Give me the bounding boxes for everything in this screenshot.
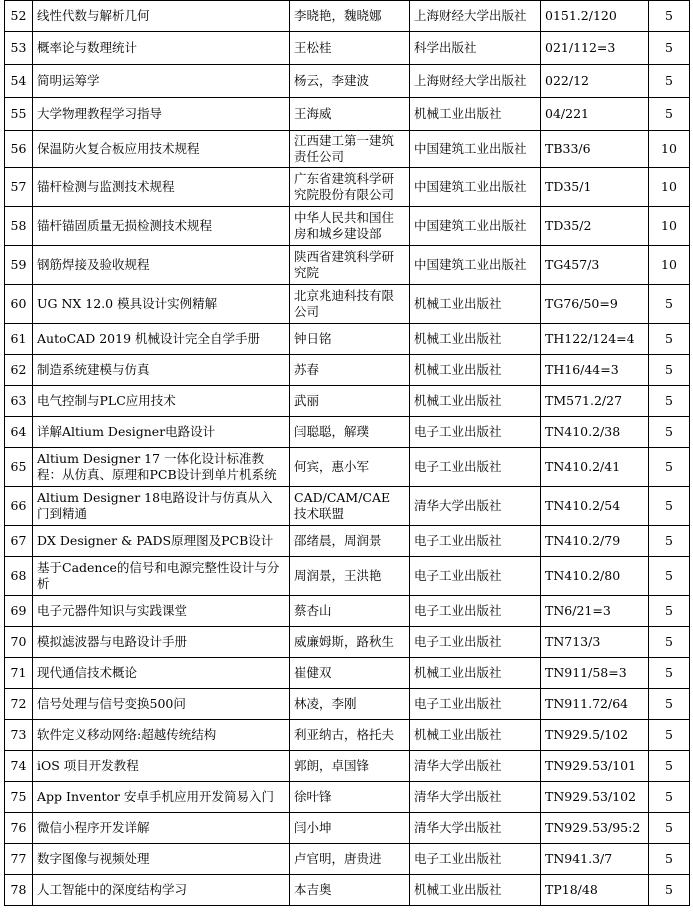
book-publisher: 机械工业出版社 — [410, 875, 541, 906]
book-author: 林凌，李刚 — [290, 689, 410, 720]
book-author: 崔健双 — [290, 658, 410, 689]
book-title: 信号处理与信号变换500问 — [33, 689, 290, 720]
book-author: CAD/CAM/CAE 技术联盟 — [290, 487, 410, 526]
copy-count: 5 — [649, 844, 690, 875]
book-publisher: 电子工业出版社 — [410, 627, 541, 658]
call-number: TH16/44=3 — [541, 355, 649, 386]
book-author: 陕西省建筑科学研究院 — [290, 246, 410, 285]
row-number: 78 — [5, 875, 33, 906]
book-title: 保温防火复合板应用技术规程 — [33, 131, 290, 168]
book-title: AutoCAD 2019 机械设计完全自学手册 — [33, 324, 290, 355]
row-number: 60 — [5, 285, 33, 324]
book-author: 王松桂 — [290, 32, 410, 65]
book-title: 人工智能中的深度结构学习 — [33, 875, 290, 906]
row-number: 75 — [5, 782, 33, 813]
book-publisher: 上海财经大学出版社 — [410, 65, 541, 98]
book-author: 王海威 — [290, 98, 410, 131]
book-publisher: 清华大学出版社 — [410, 782, 541, 813]
book-title: 大学物理教程学习指导 — [33, 98, 290, 131]
book-publisher: 上海财经大学出版社 — [410, 1, 541, 32]
copy-count: 5 — [649, 526, 690, 557]
table-row — [5, 782, 690, 813]
book-title: 制造系统建模与仿真 — [33, 355, 290, 386]
copy-count: 5 — [649, 386, 690, 417]
table-row — [5, 720, 690, 751]
call-number: TN410.2/38 — [541, 417, 649, 448]
book-author: 威廉姆斯，路秋生 — [290, 627, 410, 658]
call-number: TN911.72/64 — [541, 689, 649, 720]
table-row — [5, 627, 690, 658]
book-title: 数字图像与视频处理 — [33, 844, 290, 875]
book-author: 苏春 — [290, 355, 410, 386]
table-row — [5, 98, 690, 131]
book-title: 基于Cadence的信号和电源完整性设计与分析 — [33, 557, 290, 596]
book-author: 郭朗，卓国锋 — [290, 751, 410, 782]
row-number: 61 — [5, 324, 33, 355]
copy-count: 10 — [649, 131, 690, 168]
call-number: TD35/2 — [541, 207, 649, 246]
call-number: TM571.2/27 — [541, 386, 649, 417]
copy-count: 5 — [649, 487, 690, 526]
book-publisher: 电子工业出版社 — [410, 448, 541, 487]
copy-count: 5 — [649, 875, 690, 906]
book-publisher: 机械工业出版社 — [410, 98, 541, 131]
table-row — [5, 526, 690, 557]
book-title: 锚杆检测与监测技术规程 — [33, 168, 290, 207]
copy-count: 5 — [649, 355, 690, 386]
row-number: 57 — [5, 168, 33, 207]
row-number: 55 — [5, 98, 33, 131]
row-number: 63 — [5, 386, 33, 417]
copy-count: 10 — [649, 207, 690, 246]
copy-count: 5 — [649, 813, 690, 844]
copy-count: 5 — [649, 324, 690, 355]
book-title: Altium Designer 18电路设计与仿真从入门到精通 — [33, 487, 290, 526]
copy-count: 5 — [649, 1, 690, 32]
book-title: 电气控制与PLC应用技术 — [33, 386, 290, 417]
table-row — [5, 32, 690, 65]
book-publisher: 机械工业出版社 — [410, 658, 541, 689]
call-number: TN941.3/7 — [541, 844, 649, 875]
row-number: 62 — [5, 355, 33, 386]
copy-count: 5 — [649, 782, 690, 813]
book-author: 何宾，惠小军 — [290, 448, 410, 487]
row-number: 58 — [5, 207, 33, 246]
book-title: 详解Altium Designer电路设计 — [33, 417, 290, 448]
copy-count: 5 — [649, 32, 690, 65]
call-number: TP18/48 — [541, 875, 649, 906]
copy-count: 5 — [649, 689, 690, 720]
book-publisher: 中国建筑工业出版社 — [410, 246, 541, 285]
table-row — [5, 131, 690, 168]
book-publisher: 机械工业出版社 — [410, 355, 541, 386]
call-number: TN911/58=3 — [541, 658, 649, 689]
call-number: 0151.2/120 — [541, 1, 649, 32]
book-author: 北京兆迪科技有限公司 — [290, 285, 410, 324]
call-number: TD35/1 — [541, 168, 649, 207]
table-row — [5, 448, 690, 487]
book-title: DX Designer & PADS原理图及PCB设计 — [33, 526, 290, 557]
call-number: TH122/124=4 — [541, 324, 649, 355]
table-row — [5, 1, 690, 32]
book-list-body — [5, 1, 690, 906]
row-number: 72 — [5, 689, 33, 720]
table-row — [5, 324, 690, 355]
book-author: 钟日铭 — [290, 324, 410, 355]
book-author: 邵绪晨，周润景 — [290, 526, 410, 557]
book-author: 蔡杏山 — [290, 596, 410, 627]
book-author: 武丽 — [290, 386, 410, 417]
book-title: iOS 项目开发教程 — [33, 751, 290, 782]
copy-count: 5 — [649, 658, 690, 689]
row-number: 74 — [5, 751, 33, 782]
table-row — [5, 596, 690, 627]
row-number: 56 — [5, 131, 33, 168]
book-publisher: 清华大学出版社 — [410, 813, 541, 844]
table-row — [5, 658, 690, 689]
call-number: TN410.2/54 — [541, 487, 649, 526]
table-row — [5, 875, 690, 906]
book-title: 钢筋焊接及验收规程 — [33, 246, 290, 285]
copy-count: 5 — [649, 720, 690, 751]
book-publisher: 电子工业出版社 — [410, 557, 541, 596]
table-row — [5, 246, 690, 285]
call-number: 04/221 — [541, 98, 649, 131]
book-author: 中华人民共和国住房和城乡建设部 — [290, 207, 410, 246]
book-publisher: 电子工业出版社 — [410, 844, 541, 875]
copy-count: 5 — [649, 751, 690, 782]
book-title: 概率论与数理统计 — [33, 32, 290, 65]
copy-count: 5 — [649, 98, 690, 131]
book-publisher: 电子工业出版社 — [410, 596, 541, 627]
book-title: Altium Designer 17 一体化设计标准教程：从仿真、原理和PCB设计到单片机系统 — [33, 448, 290, 487]
copy-count: 5 — [649, 448, 690, 487]
table-row — [5, 417, 690, 448]
row-number: 65 — [5, 448, 33, 487]
row-number: 70 — [5, 627, 33, 658]
call-number: TB33/6 — [541, 131, 649, 168]
call-number: TN713/3 — [541, 627, 649, 658]
table-row — [5, 844, 690, 875]
book-publisher: 清华大学出版社 — [410, 751, 541, 782]
table-row — [5, 557, 690, 596]
book-publisher: 中国建筑工业出版社 — [410, 207, 541, 246]
table-row — [5, 689, 690, 720]
book-author: 利亚纳古，格托夫 — [290, 720, 410, 751]
book-author: 李晓艳，魏晓娜 — [290, 1, 410, 32]
book-publisher: 机械工业出版社 — [410, 324, 541, 355]
table-row — [5, 751, 690, 782]
call-number: TN6/21=3 — [541, 596, 649, 627]
book-title: App Inventor 安卓手机应用开发简易入门 — [33, 782, 290, 813]
book-title: 现代通信技术概论 — [33, 658, 290, 689]
book-author: 闫聪聪，解璞 — [290, 417, 410, 448]
book-title: 线性代数与解析几何 — [33, 1, 290, 32]
row-number: 52 — [5, 1, 33, 32]
book-author: 广东省建筑科学研究院股份有限公司 — [290, 168, 410, 207]
row-number: 73 — [5, 720, 33, 751]
row-number: 76 — [5, 813, 33, 844]
row-number: 53 — [5, 32, 33, 65]
book-title: 模拟滤波器与电路设计手册 — [33, 627, 290, 658]
call-number: TN410.2/79 — [541, 526, 649, 557]
copy-count: 10 — [649, 168, 690, 207]
call-number: TG457/3 — [541, 246, 649, 285]
book-author: 闫小坤 — [290, 813, 410, 844]
book-author: 周润景，王洪艳 — [290, 557, 410, 596]
book-publisher: 机械工业出版社 — [410, 285, 541, 324]
call-number: TN929.53/102 — [541, 782, 649, 813]
book-author: 卢官明，唐贵进 — [290, 844, 410, 875]
table-row — [5, 207, 690, 246]
book-publisher: 科学出版社 — [410, 32, 541, 65]
copy-count: 5 — [649, 285, 690, 324]
book-publisher: 中国建筑工业出版社 — [410, 168, 541, 207]
row-number: 67 — [5, 526, 33, 557]
book-title: 微信小程序开发详解 — [33, 813, 290, 844]
copy-count: 10 — [649, 246, 690, 285]
table-row — [5, 355, 690, 386]
copy-count: 5 — [649, 417, 690, 448]
copy-count: 5 — [649, 65, 690, 98]
call-number: TN929.53/95:2 — [541, 813, 649, 844]
row-number: 77 — [5, 844, 33, 875]
book-author: 江西建工第一建筑责任公司 — [290, 131, 410, 168]
row-number: 66 — [5, 487, 33, 526]
book-title: 锚杆锚固质量无损检测技术规程 — [33, 207, 290, 246]
table-row — [5, 65, 690, 98]
book-publisher: 机械工业出版社 — [410, 386, 541, 417]
book-title: UG NX 12.0 模具设计实例精解 — [33, 285, 290, 324]
row-number: 54 — [5, 65, 33, 98]
copy-count: 5 — [649, 596, 690, 627]
table-row — [5, 168, 690, 207]
book-publisher: 电子工业出版社 — [410, 526, 541, 557]
book-title: 软件定义移动网络:超越传统结构 — [33, 720, 290, 751]
copy-count: 5 — [649, 557, 690, 596]
call-number: TN929.53/101 — [541, 751, 649, 782]
table-row — [5, 487, 690, 526]
call-number: 022/12 — [541, 65, 649, 98]
book-list-table — [4, 0, 690, 906]
table-row — [5, 386, 690, 417]
book-publisher: 电子工业出版社 — [410, 689, 541, 720]
call-number: TN410.2/80 — [541, 557, 649, 596]
call-number: 021/112=3 — [541, 32, 649, 65]
book-author: 杨云，李建波 — [290, 65, 410, 98]
book-publisher: 电子工业出版社 — [410, 417, 541, 448]
table-row — [5, 285, 690, 324]
row-number: 59 — [5, 246, 33, 285]
table-row — [5, 813, 690, 844]
copy-count: 5 — [649, 627, 690, 658]
book-title: 简明运筹学 — [33, 65, 290, 98]
row-number: 71 — [5, 658, 33, 689]
row-number: 69 — [5, 596, 33, 627]
book-author: 本吉奥 — [290, 875, 410, 906]
book-title: 电子元器件知识与实践课堂 — [33, 596, 290, 627]
row-number: 68 — [5, 557, 33, 596]
book-publisher: 机械工业出版社 — [410, 720, 541, 751]
call-number: TN410.2/41 — [541, 448, 649, 487]
call-number: TG76/50=9 — [541, 285, 649, 324]
book-author: 徐叶锋 — [290, 782, 410, 813]
row-number: 64 — [5, 417, 33, 448]
call-number: TN929.5/102 — [541, 720, 649, 751]
book-publisher: 中国建筑工业出版社 — [410, 131, 541, 168]
book-publisher: 清华大学出版社 — [410, 487, 541, 526]
